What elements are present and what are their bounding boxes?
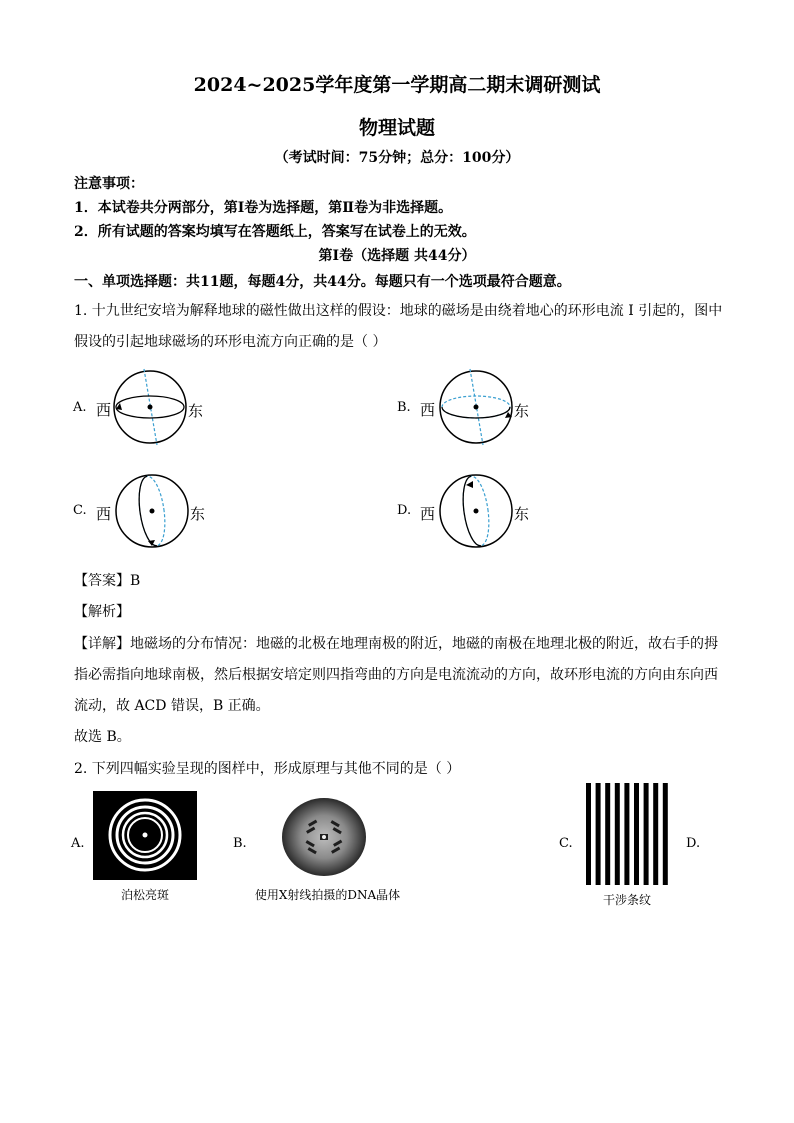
section-title: 第Ⅰ卷（选择题 共44分） xyxy=(318,248,476,264)
q1-option-a-west: 西 xyxy=(96,401,112,419)
exam-title: 2024~2025学年度第一学期高二期末调研测试 xyxy=(193,74,601,96)
dark-fringe xyxy=(644,783,649,885)
exam-info: （考试时间：75分钟；总分：100分） xyxy=(274,150,520,166)
q1-option-b-east: 东 xyxy=(514,402,530,420)
dark-fringe xyxy=(586,783,591,885)
q1-option-c-east: 东 xyxy=(190,505,206,523)
dark-fringe xyxy=(634,783,639,885)
q2-option-b-caption: 使用X射线拍摄的DNA晶体 xyxy=(254,888,401,902)
poisson-spot-image xyxy=(93,791,197,880)
interference-stripes-image xyxy=(584,783,670,885)
q1-detail-line3: 流动，故 ACD 错误，B 正确。 xyxy=(74,698,270,714)
globe-center xyxy=(148,405,153,410)
q1-option-a-east: 东 xyxy=(188,402,204,420)
dark-fringe xyxy=(663,783,668,885)
dark-fringe xyxy=(615,783,620,885)
subject-title: 物理试题 xyxy=(358,117,435,139)
q1-option-b-globe xyxy=(436,366,516,446)
q1-detail-line1: 【详解】地磁场的分布情况：地磁的北极在地理南极的附近，地磁的南极在地理北极的附近，故右手的拇 xyxy=(74,636,718,652)
q2-option-a-caption: 泊松亮斑 xyxy=(120,888,169,902)
q1-detail-line2: 指必需指向地球南极，然后根据安培定则四指弯曲的方向是电流流动的方向，故环形电流的方向由东向西 xyxy=(74,667,718,683)
q1-option-d-globe xyxy=(436,471,516,551)
q2-option-a-label: A. xyxy=(71,836,85,851)
dark-fringe xyxy=(624,783,629,885)
q2-option-c-label: C. xyxy=(559,836,573,851)
q2-option-c-caption: 干涉条纹 xyxy=(602,893,651,907)
bright-spot xyxy=(143,833,148,838)
q1-option-a-label: A. xyxy=(73,400,87,415)
q1-option-d-east: 东 xyxy=(514,505,530,523)
q2-option-b-label: B. xyxy=(233,836,247,851)
dark-fringe xyxy=(596,783,601,885)
q1-stem-line1: 1. 十九世纪安培为解释地球的磁性做出这样的假设：地球的磁场是由绕着地心的环形电流 I 引起的，图中 xyxy=(74,303,723,319)
q1-option-d-west: 西 xyxy=(420,505,436,523)
note-item-2: 2．所有试题的答案均填写在答题纸上，答案写在试卷上的无效。 xyxy=(74,224,476,240)
q2-option-d-label: D. xyxy=(686,836,701,851)
q1-option-b-label: B. xyxy=(397,400,411,415)
q1-analysis-heading: 【解析】 xyxy=(74,604,130,620)
q1-option-c-globe xyxy=(112,471,192,551)
q1-option-d-label: D. xyxy=(397,503,412,518)
q1-option-c-label: C. xyxy=(73,503,87,518)
q1-option-a-globe xyxy=(110,366,190,446)
globe-center xyxy=(150,509,155,514)
note-item-1: 1．本试卷共分两部分，第Ⅰ卷为选择题，第Ⅱ卷为非选择题。 xyxy=(74,200,453,216)
q1-option-c-west: 西 xyxy=(96,505,112,523)
q1-stem-line2: 假设的引起地球磁场的环形电流方向正确的是（ ） xyxy=(74,334,387,350)
q1-conclusion: 故选 B。 xyxy=(74,729,131,745)
globe-center xyxy=(474,405,479,410)
q1-option-b-west: 西 xyxy=(420,401,436,419)
dark-fringe xyxy=(653,783,658,885)
q2-stem: 2. 下列四幅实验呈现的图样中，形成原理与其他不同的是（ ） xyxy=(74,761,461,777)
dna-xray-image xyxy=(280,796,368,878)
globe-center xyxy=(474,509,479,514)
part-title: 一、单项选择题：共11题，每题4分，共44分。每题只有一个选项最符合题意。 xyxy=(74,274,571,290)
q1-answer: 【答案】B xyxy=(74,573,141,589)
dark-fringe xyxy=(605,783,610,885)
current-arrow xyxy=(466,481,473,488)
notes-heading: 注意事项： xyxy=(74,176,144,192)
